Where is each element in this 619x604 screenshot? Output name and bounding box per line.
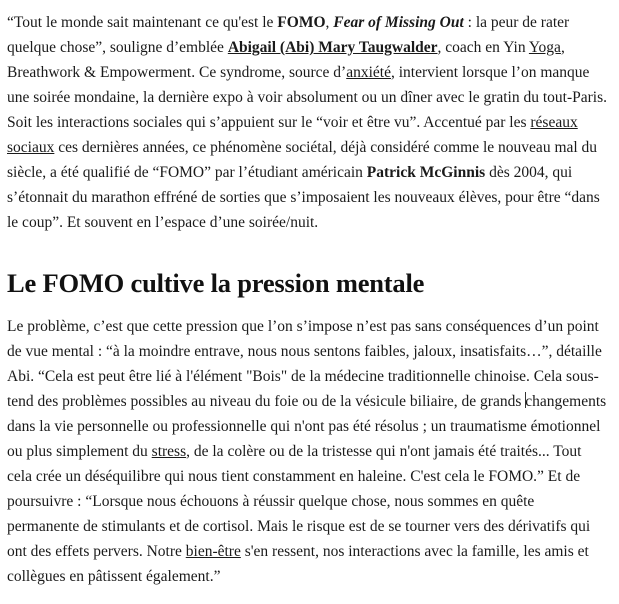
article-body <box>7 10 609 589</box>
text: ces dernières années, ce phénomène sociétal, déjà considéré comme le nouveau mal du siècle, a été qualifié de “FOMO” par l’étudiant américain <box>7 139 598 181</box>
text: , intervient lorsque l’on manque une soirée mondaine, la dernière expo à voir absolument ou un dîner avec le gratin du tout-Paris. Soit les interactions sociales qui s’appuient sur le “voir et être vu”. Accentué par les <box>7 64 608 131</box>
anxiete-link[interactable]: anxiété <box>346 64 391 81</box>
fear-of-missing-out-term: Fear of Missing Out <box>333 14 464 31</box>
section-heading: Le FOMO cultive la pression mentale <box>7 268 425 298</box>
yoga-link[interactable]: Yoga <box>528 39 561 56</box>
text: changements dans la vie personnelle ou professionnelle qui n'ont pas été résolus ; un traumatisme émotionnel ou plus simplement du <box>7 393 607 460</box>
patrick-mcginnis-name: Patrick McGinnis <box>366 164 486 181</box>
text: Le problème, c’est que cette pression que l’on s’impose n’est pas sans conséquences d’un point de vue mental : “à la moindre entrave, nous nous sentons faibles, jaloux, insatisfaits…”, détaille Abi. “Cela est peut être lié à l'élément "Bois" de la médecine traditionnelle chinoise. Cela sous-tend des problèmes possibles au niveau du foie ou de la vésicule biliaire, de grands <box>7 318 602 410</box>
text: “Tout le monde sait maintenant ce qu'est le <box>7 14 278 31</box>
text: dès 2004, qui s’étonnait du marathon effréné de sorties que s’imposaient les nouveaux élèves, pour être “dans le coup”. Et souvent en l’espace d’une soirée/nuit. <box>7 164 600 231</box>
text: : la peur de rater quelque chose”, souligne d’emblée <box>7 14 570 56</box>
abigail-taugwalder-link[interactable]: Abigail (Abi) Mary Taugwalder <box>227 39 438 56</box>
fomo-term: FOMO <box>277 14 326 31</box>
text: , <box>325 14 334 31</box>
stress-link[interactable]: stress <box>151 443 187 460</box>
intro-paragraph <box>7 10 609 235</box>
bien-etre-link[interactable]: bien-être <box>185 543 241 560</box>
text: , coach en Yin <box>437 39 529 56</box>
body-paragraph <box>7 314 609 589</box>
text: s'en ressent, nos interactions avec la famille, les amis et collègues en pâtissent également.” <box>7 543 589 585</box>
text: , Breathwork & Empowerment. Ce syndrome, source d’ <box>7 39 565 81</box>
reseaux-sociaux-link[interactable]: réseaux sociaux <box>7 114 578 156</box>
text: , de la colère ou de la tristesse qui n'ont jamais été traités... Tout cela crée un déséquilibre qui nous tient constamment en haleine. C'est cela le FOMO.” Et de poursuivre : “Lorsque nous échouons à réussir quelque chose, nous sommes en quête permanente de stimulants et de cortisol. Mais le risque est de se tourner vers des dérivatifs qui ont des effets pervers. Notre <box>7 443 591 560</box>
